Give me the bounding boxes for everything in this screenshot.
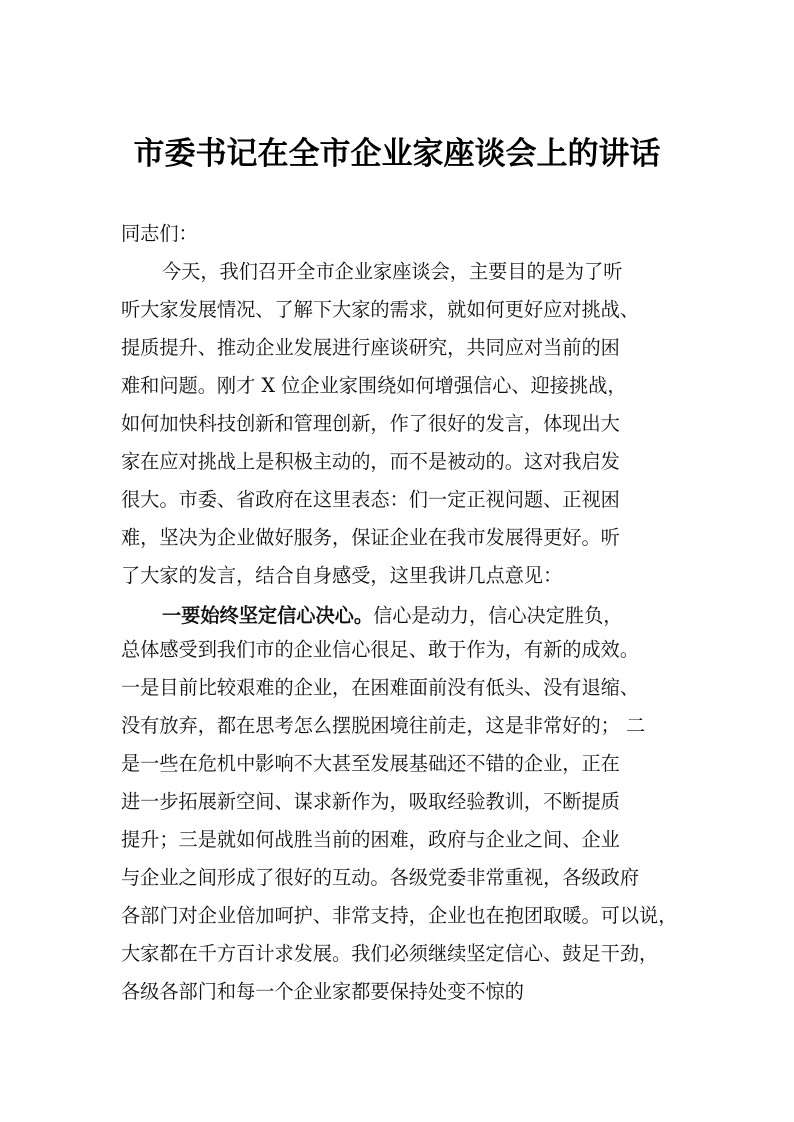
paragraph-2-line-5: 是一些在危机中影响不大甚至发展基础还不错的企业，正在 [121,752,620,775]
paragraph-2-line-8: 与企业之间形成了很好的互动。各级党委非常重视，各级政府 [121,866,640,889]
paragraph-2-line-1-rest: 信心是动力，信心决定胜负， [373,604,623,627]
paragraph-1-line-1: 今天，我们召开全市企业家座谈会，主要目的是为了听 [162,260,623,283]
paragraph-2-line-4: 没有放弃，都在思考怎么摆脱困境往前走，这是非常好的； 二 [121,714,646,737]
paragraph-2-line-11: 各级各部门和每一个企业家都要保持处变不惊的 [121,980,524,1003]
paragraph-2-line-3: 一是目前比较艰难的企业，在困难面前没有低头、没有退缩、 [121,676,640,699]
document-title: 市委书记在全市企业家座谈会上的讲话 [133,136,661,172]
paragraph-2-line-2: 总体感受到我们市的企业信心很足、敢于作为，有新的成效。 [121,638,640,661]
paragraph-1-line-9: 了大家的发言，结合自身感受，这里我讲几点意见： [121,564,563,587]
paragraph-1-line-6: 家在应对挑战上是积极主动的，而不是被动的。这对我启发 [121,450,620,473]
salutation: 同志们： [121,222,198,245]
paragraph-2-line-6: 进一步拓展新空间、谋求新作为，吸取经验教训，不断提质 [121,790,620,813]
paragraph-1-line-7: 很大。市委、省政府在这里表态：们一定正视问题、正视困 [121,488,620,511]
paragraph-2-line-1 [162,603,623,629]
paragraph-1-line-8: 难，坚决为企业做好服务，保证企业在我市发展得更好。听 [121,526,620,549]
paragraph-2-line-9: 各部门对企业倍加呵护、非常支持，企业也在抱团取暖。可以说， [121,904,678,927]
paragraph-1-line-4: 难和问题。刚才 X 位企业家围绕如何增强信心、迎接挑战， [121,374,627,397]
paragraph-2-line-10: 大家都在千方百计求发展。我们必须继续坚定信心、鼓足干劲， [121,942,659,965]
paragraph-1-line-5: 如何加快科技创新和管理创新，作了很好的发言，体现出大 [121,412,620,435]
section-heading: 一要始终坚定信心决心。 [162,604,374,627]
paragraph-2-line-7: 提升；三是就如何战胜当前的困难，政府与企业之间、企业 [121,828,620,851]
paragraph-1-line-3: 提质提升、推动企业发展进行座谈研究，共同应对当前的困 [121,336,620,359]
paragraph-1-line-2: 听大家发展情况、了解下大家的需求，就如何更好应对挑战、 [121,298,640,321]
